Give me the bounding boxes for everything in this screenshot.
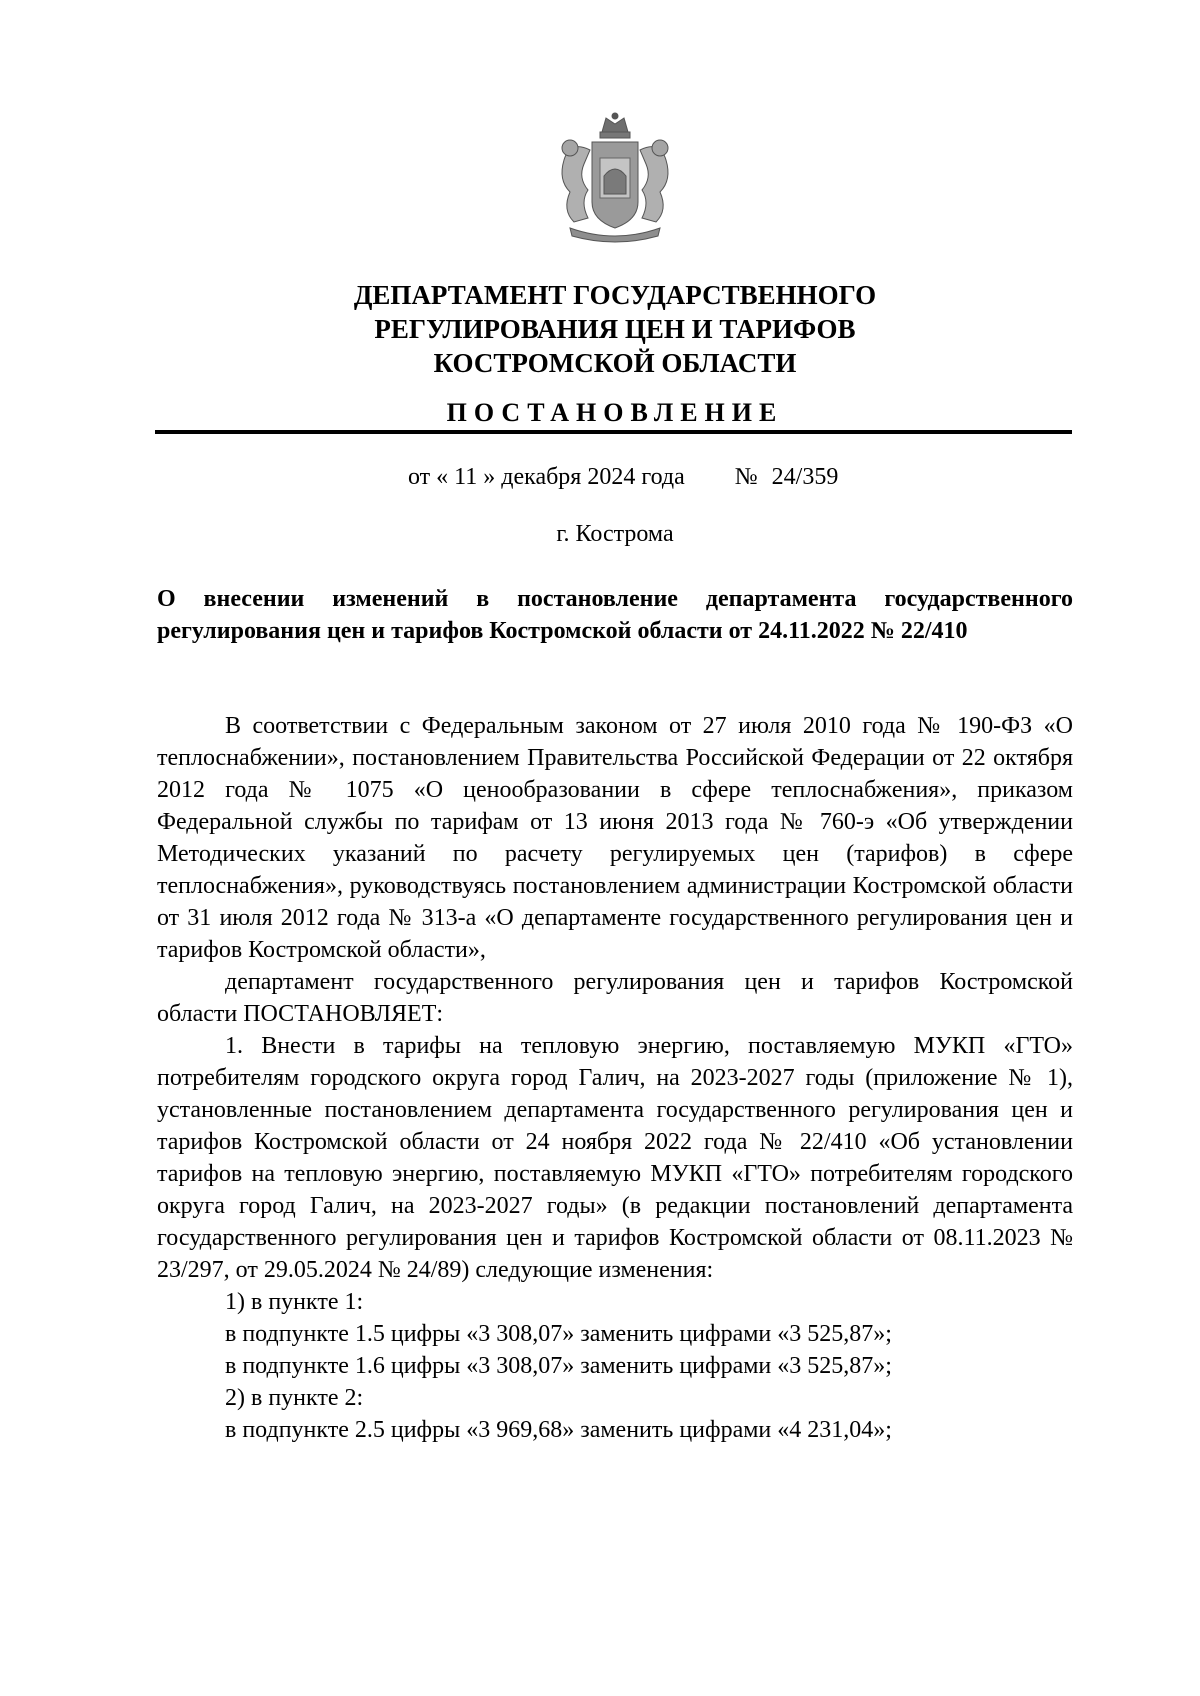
list-item: в подпункте 1.6 цифры «3 308,07» заменить цифрами «3 525,87»;: [225, 1353, 892, 1379]
body-paragraph: департамент государственного регулирования цен и тарифов Костромской области ПОСТАНОВЛЯЕТ:: [157, 969, 1073, 1027]
department-title-line: РЕГУЛИРОВАНИЯ ЦЕН И ТАРИФОВ: [374, 314, 856, 344]
city: г. Кострома: [556, 521, 674, 547]
document-type: ПОСТАНОВЛЕНИЕ: [446, 398, 784, 427]
department-title-line: ДЕПАРТАМЕНТ ГОСУДАРСТВЕННОГО: [353, 280, 877, 310]
document-number: 24/359: [771, 464, 839, 490]
number-label: №: [734, 464, 758, 490]
document-subject: О внесении изменений в постановление департамента государственного регулирования цен и тарифов Костромской области от 24.11.2022 № 22/410: [157, 586, 1073, 644]
list-item: в подпункте 1.5 цифры «3 308,07» заменить цифрами «3 525,87»;: [225, 1321, 892, 1347]
document-date: от « 11 » декабря 2024 года: [408, 464, 685, 490]
header-divider: [155, 430, 1072, 434]
document-body: [157, 710, 1073, 1446]
list-item: 2) в пункте 2:: [225, 1385, 364, 1411]
body-paragraph: В соответствии с Федеральным законом от 27 июля 2010 года № 190-ФЗ «О теплоснабжении», постановлением Правительства Российской Федерации от 22 октября 2012 года № 1075 «О ценообразовании в сфере теплоснабжения», приказом Федеральной службы по тарифам от 13 июня 2013 года № 760-э «Об утверждении Методических указаний по расчету регулируемых цен (тарифов) в сфере теплоснабжения», руководствуясь постановлением администрации Костромской области от 31 июля 2012 года № 313-а «О департаменте государственного регулирования цен и тарифов Костромской области»,: [157, 713, 1073, 963]
coat-of-arms-icon: [540, 110, 690, 245]
date-number-line: [408, 462, 838, 492]
body-paragraph: 1. Внести в тарифы на тепловую энергию, поставляемую МУКП «ГТО» потребителям городского округа город Галич, на 2023-2027 годы (приложение № 1), установленные постановлением департамента государственного регулирования цен и тарифов Костромской области от 24 ноября 2022 года № 22/410 «Об установлении тарифов на тепловую энергию, поставляемую МУКП «ГТО» потребителям городского округа город Галич, на 2023-2027 годы» (в редакции постановлений департамента государственного регулирования цен и тарифов Костромской области от 08.11.2023 № 23/297, от 29.05.2024 № 24/89) следующие изменения:: [157, 1033, 1073, 1283]
list-item: в подпункте 2.5 цифры «3 969,68» заменить цифрами «4 231,04»;: [225, 1417, 892, 1443]
department-title-line: КОСТРОМСКОЙ ОБЛАСТИ: [433, 348, 797, 378]
list-item: 1) в пункте 1:: [225, 1289, 364, 1315]
department-title: [150, 278, 1080, 380]
